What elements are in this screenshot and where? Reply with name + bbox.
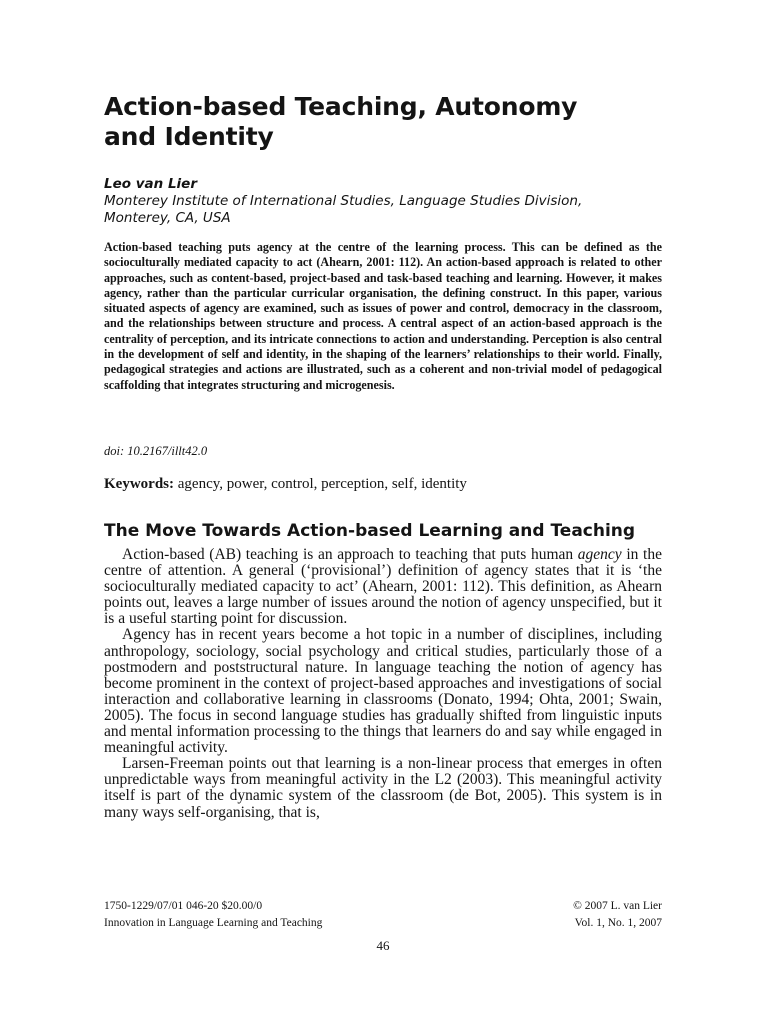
- footer-left: [104, 898, 322, 932]
- author-name: Leo van Lier: [104, 176, 197, 192]
- keywords-label: Keywords:: [104, 476, 174, 492]
- title-line-1: Action-based Teaching, Autonomy: [104, 92, 578, 121]
- journal-name: Innovation in Language Learning and Teaching: [104, 917, 323, 929]
- p1-text-start: Action-based (AB) teaching is an approach to teaching that puts human: [122, 546, 578, 563]
- copyright-line: © 2007 L. van Lier: [573, 900, 662, 912]
- title-line-2: and Identity: [104, 122, 274, 151]
- author-affiliation: [104, 193, 662, 227]
- body-paragraph-3: Larsen-Freeman points out that learning is a non-linear process that emerges in often unpredictable ways from meaningful activity in the L2 (2003). This meaningful activity itself is part of the dynamic system of the classroom (de Bot, 2005). This system is in many ways self-organising, that is,: [104, 755, 662, 821]
- affiliation-line-2: Monterey, CA, USA: [104, 210, 231, 226]
- doi: doi: 10.2167/illt42.0: [104, 444, 208, 458]
- article-title: [104, 92, 662, 152]
- keywords-list: agency, power, control, perception, self, identity: [177, 476, 467, 492]
- volume-line: Vol. 1, No. 1, 2007: [574, 917, 662, 929]
- article-page: [104, 0, 662, 1024]
- section-heading: The Move Towards Action-based Learning and Teaching: [104, 521, 636, 541]
- footer-right: [573, 898, 662, 932]
- abstract: Action-based teaching puts agency at the centre of the learning process. This can be defined as the socioculturally mediated capacity to act (Ahearn, 2001: 112). An action-based approach is related to other approaches, such as content-based, project-based and task-based teaching and learning. However, it makes agency, rather than the particular curricular organisation, the defining construct. In this paper, various situated aspects of agency are examined, such as issues of power and control, democracy in the classroom, and the relationships between structure and process. A central aspect of an action-based approach is the centrality of perception, and its intricate connections to action and understanding. Perception is also central in the development of self and identity, in the shaping of the learners’ relationships to their world. Finally, pedagogical strategies and actions are illustrated, such as a coherent and non-trivial model of pedagogical scaffolding that integrates structuring and microgenesis.: [104, 240, 662, 392]
- body-paragraph-2: Agency has in recent years become a hot topic in a number of disciplines, including anthropology, sociology, social psychology and critical studies, particularly those of a postmodern and poststructural nature. In language teaching the notion of agency has become prominent in the context of project-based approaches and investigations of social interaction and collaborative learning in classrooms (Donato, 1994; Ohta, 2001; Swain, 2005). The focus in second language studies has gradually shifted from linguistic inputs and mental information processing to the things that learners do and say while engaged in meaningful activity.: [104, 626, 662, 757]
- affiliation-line-1: Monterey Institute of International Studies, Language Studies Division,: [104, 193, 583, 209]
- section-body: [104, 547, 662, 821]
- p1-emphasis: agency: [577, 546, 622, 563]
- keywords: [104, 476, 467, 493]
- page-number: 46: [376, 938, 390, 953]
- issn-line: 1750-1229/07/01 046-20 $20.00/0: [104, 900, 263, 912]
- body-paragraph-1: [104, 547, 662, 627]
- p1-text-end: in the centre of attention. A general (‘provisional’) definition of agency states that it is ‘the socioculturally mediated capacity to act’ (Ahearn, 2001: 112). This definition, as Ahearn points out, leaves a large number of issues around the notion of agency unspecified, but it is a useful starting point for discussion.: [104, 546, 662, 628]
